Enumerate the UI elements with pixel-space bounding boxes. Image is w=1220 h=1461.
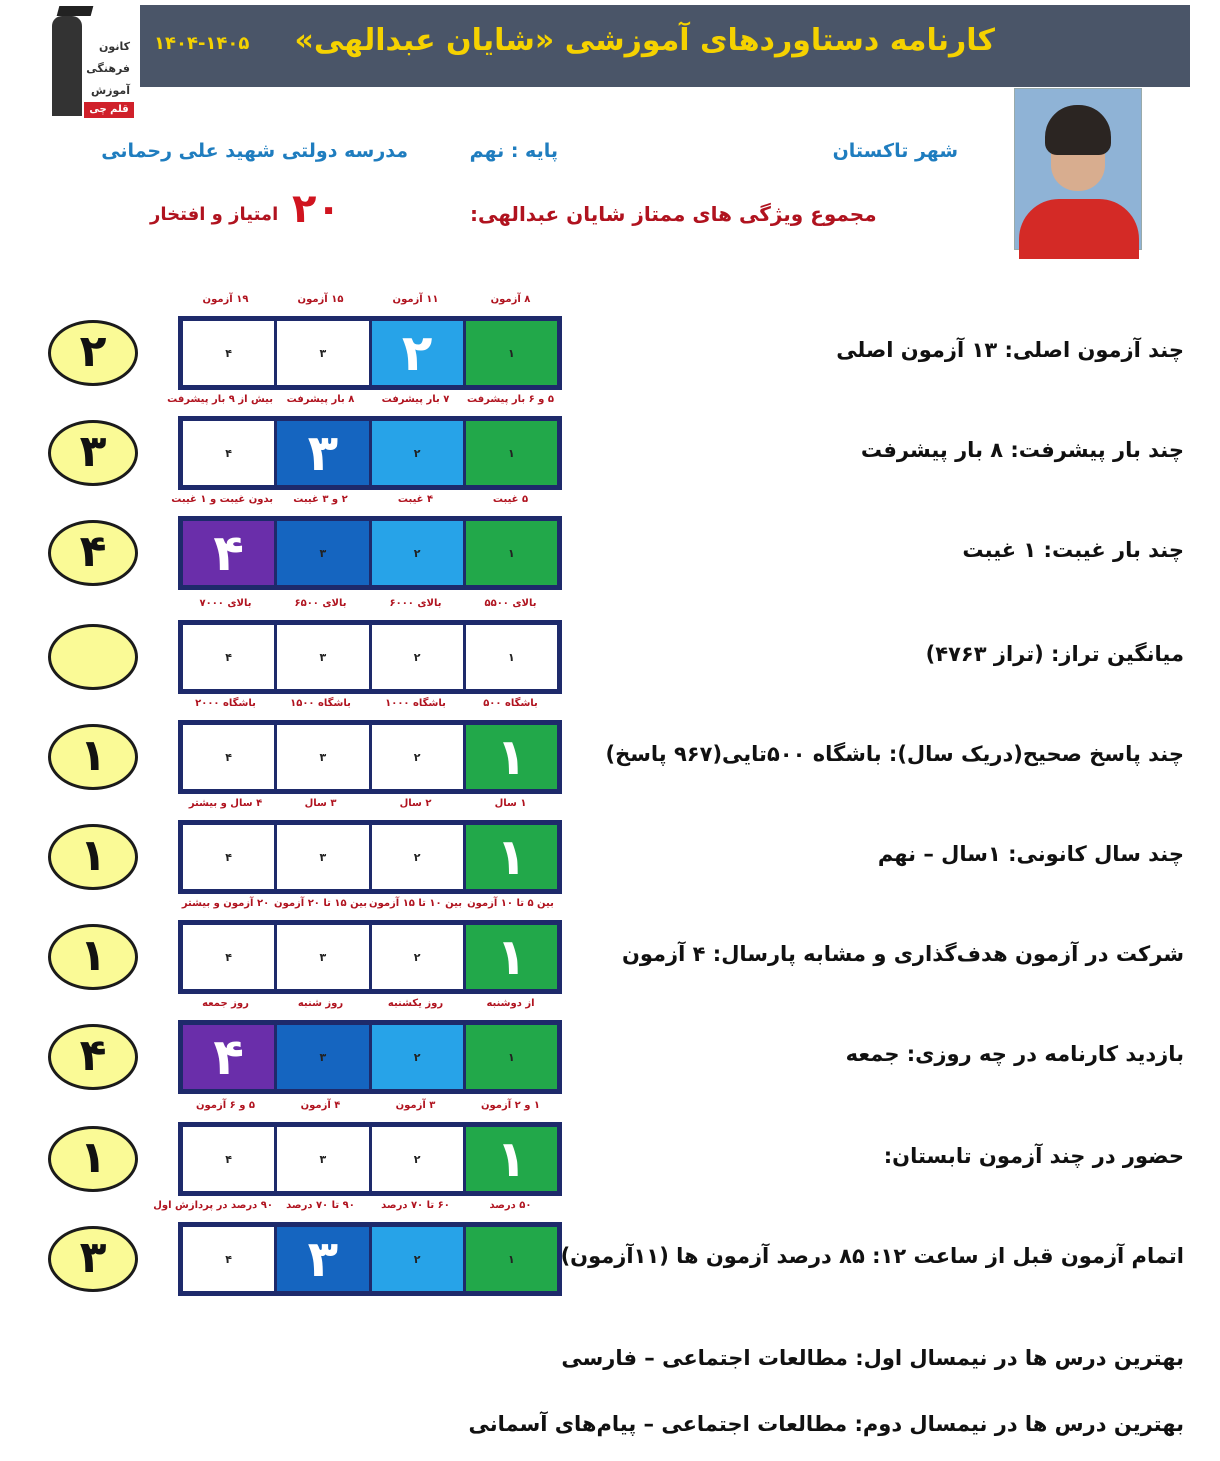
score-grid [178, 620, 562, 694]
row-headers [178, 898, 562, 909]
row-headers [167, 394, 562, 405]
score-cell: ۴ [182, 1024, 275, 1090]
score-cell: ۳ [276, 624, 369, 690]
score-cell: ۳ [276, 520, 369, 586]
column-header: بین ۱۰ تا ۱۵ آزمون [369, 898, 462, 909]
summary-suffix: امتیاز و افتخار [150, 204, 279, 225]
column-header: ۸ بار پیشرفت [286, 394, 355, 405]
column-header: ۵ و ۶ آزمون [195, 1100, 256, 1111]
score-grid [178, 1020, 562, 1094]
column-header: بالای ۶۰۰۰ [389, 598, 442, 609]
column-header: ۵ غیبت [492, 494, 529, 505]
column-header: باشگاه ۱۵۰۰ [290, 698, 351, 709]
column-header: ۲ سال [399, 798, 432, 809]
column-header: ۳ سال [304, 798, 337, 809]
column-header: ۵۰ درصد [489, 1200, 532, 1211]
score-cell: ۳ [276, 320, 369, 386]
score-cell: ۱ [465, 924, 558, 990]
score-circle: ۱ [48, 824, 138, 890]
graduation-cap-icon [57, 6, 94, 16]
score-cell: ۴ [182, 420, 275, 486]
score-circle: ۳ [48, 1226, 138, 1292]
score-cell: ۳ [276, 1126, 369, 1192]
score-cell: ۲ [371, 320, 464, 386]
score-cell: ۲ [371, 724, 464, 790]
score-circle: ۳ [48, 420, 138, 486]
logo-text-1: کانون [99, 40, 130, 53]
score-cell: ۲ [371, 520, 464, 586]
score-grid [178, 1122, 562, 1196]
student-photo [1014, 88, 1142, 250]
summary-value: ۲۰ [292, 186, 341, 232]
score-cell: ۴ [182, 1126, 275, 1192]
row-headers [153, 1200, 562, 1211]
column-header: بین ۱۵ تا ۲۰ آزمون [274, 898, 367, 909]
column-header: بالای ۷۰۰۰ [199, 598, 252, 609]
score-cell: ۲ [371, 1226, 464, 1292]
score-cell: ۳ [276, 824, 369, 890]
column-header: از دوشنبه [486, 998, 535, 1009]
report-years: ۱۴۰۴-۱۴۰۵ [154, 33, 250, 54]
score-cell: ۴ [182, 320, 275, 386]
column-header: ۱ و ۲ آزمون [480, 1100, 541, 1111]
criterion-label: اتمام آزمون قبل از ساعت ۱۲: ۸۵ درصد آزمون ها (۱۱آزمون) [560, 1244, 1184, 1268]
score-cell: ۴ [182, 624, 275, 690]
column-header: ۴ سال و بیشتر [188, 798, 263, 809]
score-cell: ۱ [465, 724, 558, 790]
criterion-label: چند بار پیشرفت: ۸ بار پیشرفت [860, 438, 1184, 462]
score-circle [48, 624, 138, 690]
column-header: ۴ آزمون [300, 1100, 341, 1111]
info-school: مدرسه دولتی شهید علی رحمانی [101, 140, 408, 162]
score-grid [178, 1222, 562, 1296]
score-cell: ۳ [276, 724, 369, 790]
criterion-label: چند پاسخ صحیح(دریک سال): باشگاه ۵۰۰تایی(۹۶۷ پاسخ) [605, 742, 1184, 766]
criterion-label: چند آزمون اصلی: ۱۳ آزمون اصلی [836, 338, 1184, 362]
column-header: روز یکشنبه [387, 998, 444, 1009]
criterion-label: چند سال کانونی: ۱سال – نهم [877, 842, 1184, 866]
best-lessons-first: بهترین درس ها در نیمسال اول: مطالعات اجتماعی – فارسی [561, 1346, 1184, 1370]
score-cell: ۱ [465, 1126, 558, 1192]
score-cell: ۱ [465, 520, 558, 586]
score-circle: ۱ [48, 724, 138, 790]
score-cell: ۱ [465, 824, 558, 890]
column-header: ۸ آزمون [490, 294, 531, 305]
score-cell: ۴ [182, 824, 275, 890]
row-headers [178, 698, 562, 709]
column-header: بالای ۵۵۰۰ [484, 598, 537, 609]
criterion-label: چند بار غیبت: ۱ غیبت [962, 538, 1184, 562]
column-header: ۶۰ تا ۷۰ درصد [381, 1200, 450, 1211]
column-header: باشگاه ۲۰۰۰ [195, 698, 256, 709]
score-cell: ۲ [371, 924, 464, 990]
score-grid [178, 416, 562, 490]
score-cell: ۲ [371, 1126, 464, 1192]
info-city: شهر تاکستان [832, 140, 958, 162]
score-cell: ۱ [465, 1226, 558, 1292]
score-cell: ۳ [276, 924, 369, 990]
criterion-label: میانگین تراز: (تراز ۴۷۶۳) [925, 642, 1184, 666]
row-headers [178, 998, 562, 1009]
column-header: ۴ غیبت [397, 494, 434, 505]
score-cell: ۲ [371, 824, 464, 890]
score-grid [178, 920, 562, 994]
score-grid [178, 316, 562, 390]
report-header [140, 5, 1190, 87]
score-circle: ۴ [48, 1024, 138, 1090]
graduate-figure-icon [52, 16, 82, 116]
column-header: ۲۰ آزمون و بیشتر [181, 898, 270, 909]
column-header: ۱ سال [494, 798, 527, 809]
row-headers [171, 494, 562, 505]
criterion-label: بازدید کارنامه در چه روزی: جمعه [845, 1042, 1184, 1066]
row-headers [178, 598, 562, 609]
score-cell: ۱ [465, 624, 558, 690]
score-cell: ۳ [276, 1024, 369, 1090]
score-grid [178, 720, 562, 794]
column-header: ۱۵ آزمون [297, 294, 344, 305]
logo-text-3: آموزش [91, 84, 130, 97]
column-header: باشگاه ۵۰۰ [483, 698, 538, 709]
logo-tag: قلم چی [84, 102, 134, 118]
column-header: بدون غیبت و ۱ غیبت [171, 494, 273, 505]
score-cell: ۴ [182, 724, 275, 790]
score-cell: ۲ [371, 420, 464, 486]
score-cell: ۲ [371, 624, 464, 690]
column-header: ۱۱ آزمون [392, 294, 439, 305]
score-cell: ۳ [276, 420, 369, 486]
kanoon-logo [44, 4, 136, 120]
row-headers [178, 798, 562, 809]
score-cell: ۴ [182, 520, 275, 586]
column-header: ۵ و ۶ بار پیشرفت [466, 394, 554, 405]
column-header: ۹۰ درصد در پردازش اول [153, 1200, 273, 1211]
column-header: روز شنبه [297, 998, 344, 1009]
score-circle: ۲ [48, 320, 138, 386]
column-header: بیش از ۹ بار پیشرفت [167, 394, 273, 405]
score-cell: ۱ [465, 1024, 558, 1090]
score-circle: ۱ [48, 924, 138, 990]
column-header: بالای ۶۵۰۰ [294, 598, 347, 609]
column-header: باشگاه ۱۰۰۰ [385, 698, 446, 709]
score-circle: ۴ [48, 520, 138, 586]
column-header: ۲ و ۳ غیبت [293, 494, 348, 505]
column-header: روز جمعه [202, 998, 249, 1009]
score-grid [178, 820, 562, 894]
info-grade: پایه : نهم [469, 140, 558, 162]
criterion-label: حضور در چند آزمون تابستان: [883, 1144, 1184, 1168]
column-header: ۳ آزمون [395, 1100, 436, 1111]
score-cell: ۲ [371, 1024, 464, 1090]
score-cell: ۴ [182, 924, 275, 990]
best-lessons-second: بهترین درس ها در نیمسال دوم: مطالعات اجتماعی – پیام‌های آسمانی [468, 1412, 1184, 1436]
score-grid [178, 516, 562, 590]
score-cell: ۳ [276, 1226, 369, 1292]
summary-label: مجموع ویژگی های ممتاز شایان عبدالهی: [470, 202, 877, 226]
score-cell: ۱ [465, 320, 558, 386]
report-title: کارنامه دستاوردهای آموزشی «شایان عبدالهی» [294, 23, 995, 58]
criterion-label: شرکت در آزمون هدف‌گذاری و مشابه پارسال: ۴ آزمون [621, 942, 1184, 966]
column-header: ۹۰ تا ۷۰ درصد [286, 1200, 355, 1211]
column-header: بین ۵ تا ۱۰ آزمون [467, 898, 554, 909]
row-headers [178, 294, 562, 305]
logo-text-2: فرهنگی [86, 62, 130, 75]
score-cell: ۴ [182, 1226, 275, 1292]
score-cell: ۱ [465, 420, 558, 486]
column-header: ۱۹ آزمون [202, 294, 249, 305]
score-circle: ۱ [48, 1126, 138, 1192]
row-headers [178, 1100, 562, 1111]
column-header: ۷ بار پیشرفت [381, 394, 450, 405]
